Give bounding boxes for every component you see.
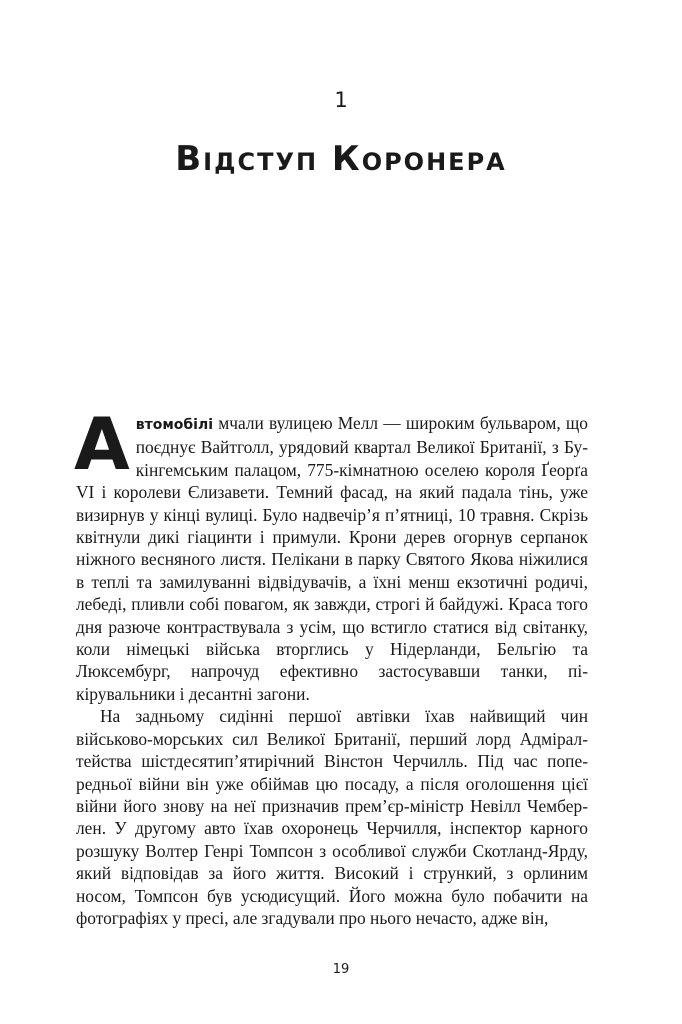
paragraph-1 xyxy=(74,402,588,705)
paragraph-1-text: мчали вулицею Мелл — широким бульваром, що поєднує Вайтголл, урядовий квартал Великої Британії, з Букінгемським палацом, 775-кімнатною оселею короля Ґеорґа VI і королеви Єлизавети. Темний фасад, на який падала тінь, уже визирнув у кінці вулиці. Було надвечір’я п’ятниці, 10 травня. Скрізь квітнули дикі гіацинти і примули. Крони дерев огорнув серпанок ніжного весняного листя. Пелікани в парку Святого Якова ніжилися в теплі та замилуванні відвідувачів, а їхні менш екзотичні родичі, лебеді, пливли собі повагом, як завжди, строгі й байдужі. Краса того дня разюче контраствувала з усім, що встигло статися від світанку, коли німецькі війська вторглись у Нідерланди, Бельгію та Люксембург, напрочуд ефективно застосувавши танки, пікірувальники і десантні загони. xyxy=(76,413,588,704)
drop-cap: А xyxy=(74,402,130,486)
chapter-title: Відступ Коронера xyxy=(175,139,507,179)
paragraph-2: На задньому сидінні першої автівки їхав найвищий чин військово-морських сил Великої Британії, перший лорд Адміралтейства шістдесятип’ятирічний Вінстон Черчилль. Під час попередньої війни він уже обіймав цю посаду, а після оголошення цієї війни його знову на неї призначив прем’єр-міністр Невілл Чемберлен. У другому авто їхав охоронець Черчилля, інспектор карного розшуку Волтер Генрі Томпсон з особливої служби Скотланд-Ярду, який відповідав за його життя. Високий і стрункий, з орлиним носом, Томпсон був усюдисущий. Його можна було побачити на фотографіях у пресі, але згадували про нього нечасто, адже він, xyxy=(76,706,588,928)
lead-word: втомобілі xyxy=(135,417,214,433)
page-number: 19 xyxy=(332,962,350,977)
chapter-body xyxy=(74,402,588,929)
chapter-number: 1 xyxy=(334,88,348,112)
